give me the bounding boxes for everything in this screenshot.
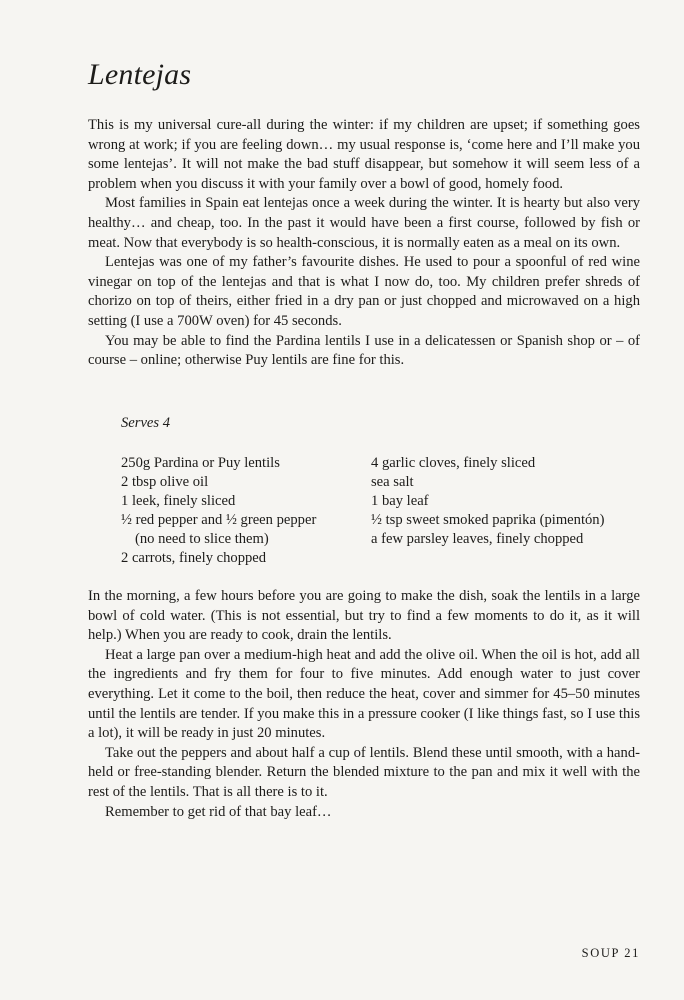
method-paragraph: Take out the peppers and about half a cup of lentils. Blend these until smooth, with a hand-held or free-standing blender. Return the blended mixture to the pan and mix it well with the rest of the lentils. That is all there is to it. bbox=[88, 744, 640, 800]
ingredient-item: 250g Pardina or Puy lentils bbox=[121, 455, 280, 471]
ingredient-item: 1 leek, finely sliced bbox=[121, 493, 236, 509]
method-paragraph: Remember to get rid of that bay leaf… bbox=[105, 803, 332, 820]
ingredient-item: 2 tbsp olive oil bbox=[121, 474, 209, 490]
page-folio: SOUP 21 bbox=[581, 946, 640, 960]
ingredient-item: sea salt bbox=[371, 474, 414, 490]
intro-text bbox=[88, 116, 640, 371]
method-text bbox=[88, 587, 640, 822]
ingredient-item: 2 carrots, finely chopped bbox=[121, 550, 267, 566]
intro-paragraph: This is my universal cure-all during the winter: if my children are upset; if something goes wrong at work; if you are feeling down… my usual response is, ‘come here and I’ll make you some lentejas’. It will not make the bad stuff disappear, but somehow it will seem less of a problem when you discuss it with your family over a bowl of good, homely food. bbox=[88, 117, 640, 192]
ingredient-item-note: (no need to slice them) bbox=[135, 531, 269, 547]
method-paragraph: Heat a large pan over a medium-high heat and add the olive oil. When the oil is hot, add all the ingredients and fry them for four to five minutes. Add enough water to just cover everything. Let it come to the boil, then reduce the heat, cover and simmer for 45–50 minutes until the lentils are tender. If you make this in a pressure cooker (I like things fast, so I use this a lot), it will be ready in just 20 minutes. bbox=[88, 646, 640, 742]
serves-label: Serves 4 bbox=[121, 415, 171, 431]
method-paragraph: In the morning, a few hours before you are going to make the dish, soak the lentils in a large bowl of cold water. (This is not essential, but try to find a few moments to do it, as it will help.) When you are ready to cook, drain the lentils. bbox=[88, 588, 640, 644]
ingredient-item: a few parsley leaves, finely chopped bbox=[371, 531, 584, 547]
intro-paragraph: Most families in Spain eat lentejas once a week during the winter. It is hearty but also very healthy… and cheap, too. In the past it would have been a first course, followed by fish or meat. Now that everybody is so health-conscious, it is normally eaten as a meal on its own. bbox=[88, 195, 640, 251]
ingredient-item: ½ tsp sweet smoked paprika (pimentón) bbox=[371, 512, 605, 528]
ingredients-left-column bbox=[121, 454, 361, 568]
recipe-title: Lentejas bbox=[88, 58, 192, 91]
intro-paragraph: Lentejas was one of my father’s favourite dishes. He used to pour a spoonful of red wine vinegar on top of the lentejas and that is what I now do, too. My children prefer shreds of chorizo on top of theirs, either fried in a dry pan or just chopped and microwaved on a high setting (I use a 700W oven) for 45 seconds. bbox=[88, 254, 640, 329]
ingredients-right-column bbox=[371, 454, 631, 549]
ingredient-item: 1 bay leaf bbox=[371, 493, 429, 509]
ingredient-item: ½ red pepper and ½ green pepper bbox=[121, 512, 317, 528]
intro-paragraph: You may be able to find the Pardina lentils I use in a delicatessen or Spanish shop or – of course – online; otherwise Puy lentils are fine for this. bbox=[88, 332, 640, 369]
ingredient-item: 4 garlic cloves, finely sliced bbox=[371, 455, 536, 471]
